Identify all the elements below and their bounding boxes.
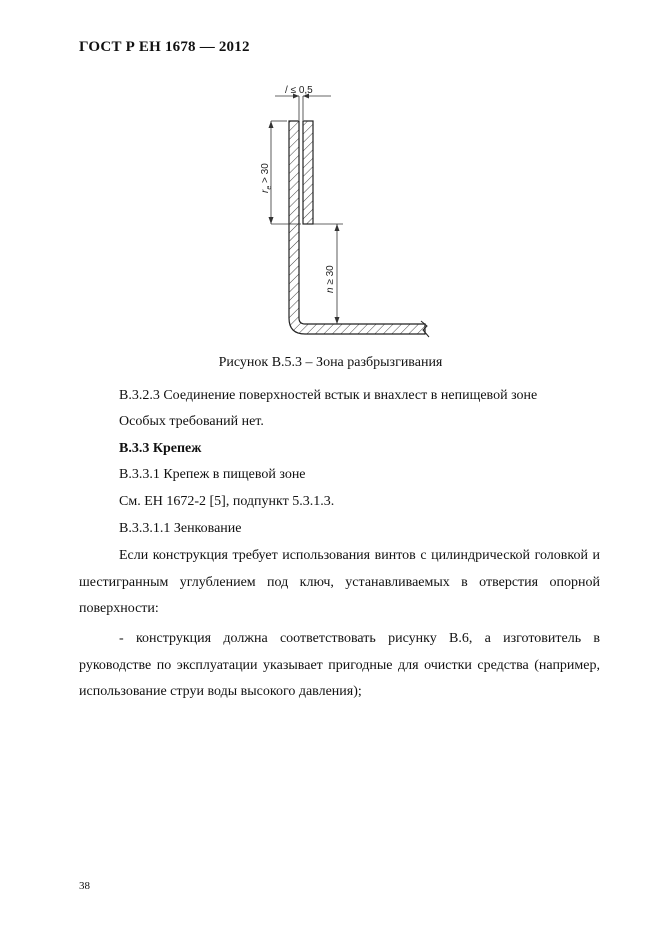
document-header: ГОСТ Р ЕН 1678 — 2012 (79, 39, 250, 55)
right-dimension (313, 224, 343, 324)
page-number: 38 (79, 880, 90, 892)
no-special-requirements: Особых требований нет. (119, 414, 264, 429)
paragraph-screws: Если конструкция требует использования винтов с цилиндрической головкой и шестигранным углублением под ключ, устанавливаемых в отверстия опорной поверхности: (79, 548, 600, 616)
reference-line: См. ЕН 1672-2 [5], подпункт 5.3.1.3. (119, 494, 335, 509)
figure-caption: Рисунок В.5.3 – Зона разбрызгивания (218, 355, 443, 370)
section-b3-3-1: В.3.3.1 Крепеж в пищевой зоне (119, 467, 306, 482)
section-b3-3-heading: В.3.3 Крепеж (119, 441, 202, 456)
section-b3-3-1-1: В.3.3.1.1 Зенкование (119, 521, 242, 536)
right-dimension-label: n ≥ 30 (325, 265, 336, 293)
left-dimension-label: $r_e > 30$ (260, 163, 273, 193)
top-dimension-label: / ≤ 0,5 (285, 85, 313, 96)
top-dimension (275, 85, 331, 120)
overlap-plate (303, 121, 313, 224)
paragraph-requirement: - конструкция должна соответствовать рисунку В.6, а изготовитель в руководстве по эксплуатации указывает пригодные для очистки средства (например, использование струи воды высокого давления); (79, 631, 600, 699)
section-b3-2-3: В.3.2.3 Соединение поверхностей встык и внахлест в непищевой зоне (119, 388, 538, 403)
splash-zone-figure (255, 80, 435, 345)
